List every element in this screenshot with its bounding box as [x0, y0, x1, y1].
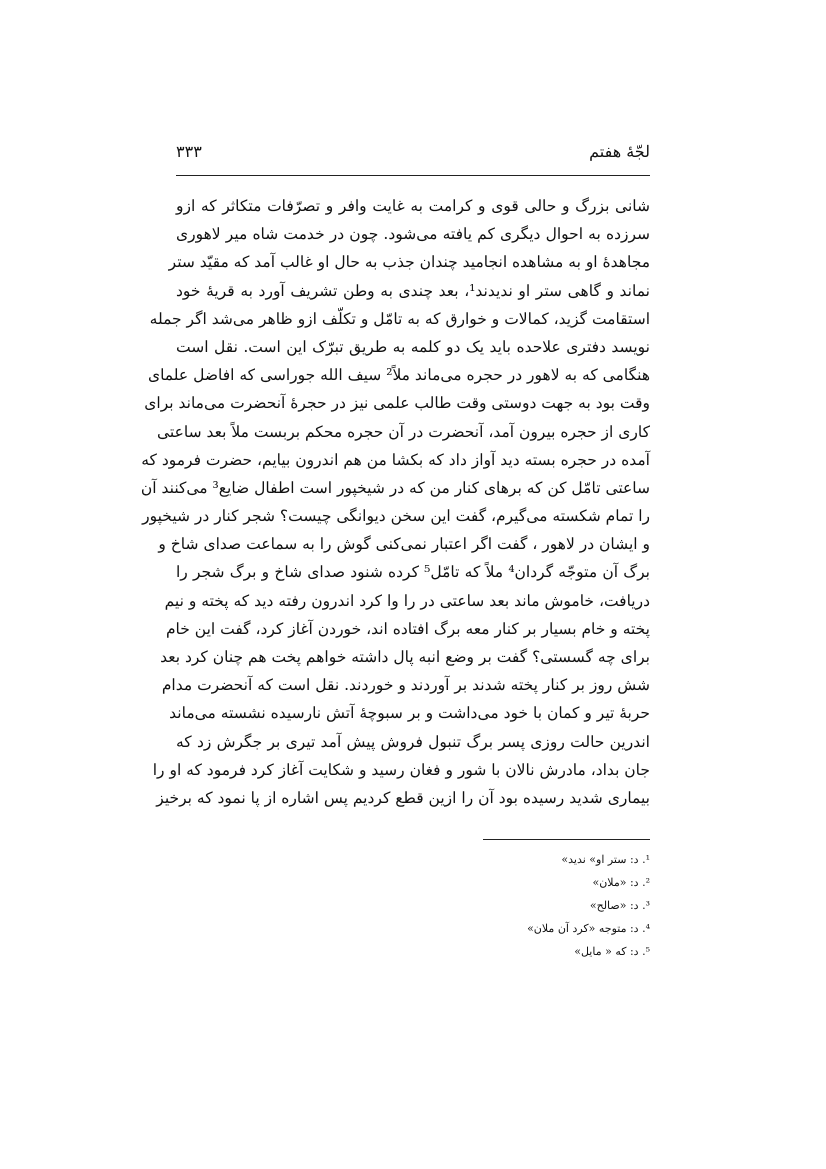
- running-head: [176, 142, 650, 168]
- text-line: ساعتی تامّل کن که برهای کنار من که در شیخپور است اطفال ضایع³ می‌کنند آن: [140, 478, 650, 497]
- text-line: کاری از حجره بیرون آمد، آنحضرت در آن حجره محکم بربست ملاً بعد ساعتی: [157, 422, 650, 441]
- text-line: شانی بزرگ و حالی قوی و کرامت به غایت وافر و تصرّفات متکاثر که ازو: [176, 197, 650, 215]
- text-line: برای چه گسستی؟ گفت بر وضع انبه پال داشته خواهم پخت هم چنان کرد بعد: [160, 648, 650, 666]
- footnote: ⁵. د: که « مایل»: [574, 945, 650, 958]
- text-line: هنگامی که به لاهور در حجره می‌ماند ملاً² سیف الله جوراسی که افاضل علمای: [147, 366, 650, 385]
- text-line: حربهٔ تیر و کمان با خود می‌داشت و بر سبوچهٔ آتش نارسیده نشسته می‌ماند: [169, 704, 650, 723]
- footnote: ⁴. د: متوجه «کرد آن ملان»: [527, 922, 650, 935]
- page-number: ۳۳۳: [176, 142, 202, 161]
- text-line: وقت بود به جهت دوستی وقت طالب علمی نیز در حجرهٔ آنحضرت می‌ماند برای: [144, 394, 650, 413]
- header-divider: [176, 175, 650, 176]
- text-line: جان بداد، مادرش نالان با شور و فغان رسید و شکایت آغاز کرد فرمود که او را: [152, 760, 650, 779]
- footnote: ¹. د: ستر او» ندید»: [561, 853, 650, 866]
- text-line: و ایشان در لاهور ، گفت اگر اعتبار نمی‌کنی گوش را به سماعت صدای شاخ و: [158, 535, 650, 554]
- footnote-divider: [483, 839, 650, 840]
- text-line: مجاهدهٔ او به مشاهده انجامید چندان جذب به حال او غالب آمد که مقیّد ستر: [168, 253, 650, 272]
- text-line: استقامت گزید، کمالات و خوارق که به تامّل و تکلّف ازو ظاهر می‌شد اگر جمله: [149, 309, 650, 328]
- text-line: سرزده به احوال دیگری کم یافته می‌شود. چون در خدمت شاه میر لاهوری: [176, 225, 650, 244]
- text-line: نویسد دفتری علاحده باید یک دو کلمه به طریق تبرّک این است. نقل است: [176, 337, 651, 356]
- text-line: بیماری شدید رسیده بود آن را ازین قطع کردیم پس اشاره از پا نمود که برخیز: [156, 788, 650, 807]
- text-line: آمده در حجره بسته دید آواز داد که بکشا من هم اندرون بیایم، حضرت فرمود که: [141, 450, 650, 469]
- text-line: نماند و گاهی ستر او ندیدند¹، بعد چندی به وطن تشریف آورد به قریهٔ خود: [176, 281, 650, 300]
- chapter-title: لجّهٔ هفتم: [589, 142, 650, 161]
- text-line: برگ آن متوجّه گردان⁴ ملاً که تامّل⁵ کرده شنود صدای شاخ و برگ شجر را: [176, 563, 650, 582]
- footnotes: [176, 848, 650, 963]
- text-line: دریافت، خاموش ماند بعد ساعتی در را وا کرد اندرون رفته دید که پخته و نیم: [164, 591, 650, 610]
- text-line: پخته و خام بسیار بر کنار معه برگ افتاده اند، خوردن آغاز کرد، گفت این خام: [165, 619, 650, 638]
- text-line: اندرین حالت روزی پسر برگ تنبول فروش پیش آمد تیری بر جگرش زد که: [176, 732, 650, 751]
- footnote: ². د: «ملان»: [592, 876, 650, 889]
- footnote: ³. د: «صالح»: [589, 899, 650, 912]
- text-line: شش روز بر کنار پخته شدند بر آوردند و خوردند. نقل است که آنحضرت مدام: [161, 676, 650, 695]
- text-line: را تمام شکسته می‌گیرم، گفت این سخن دیوانگی چیست؟ شجر کنار در شیخپور: [142, 507, 650, 526]
- body-text: [140, 192, 651, 812]
